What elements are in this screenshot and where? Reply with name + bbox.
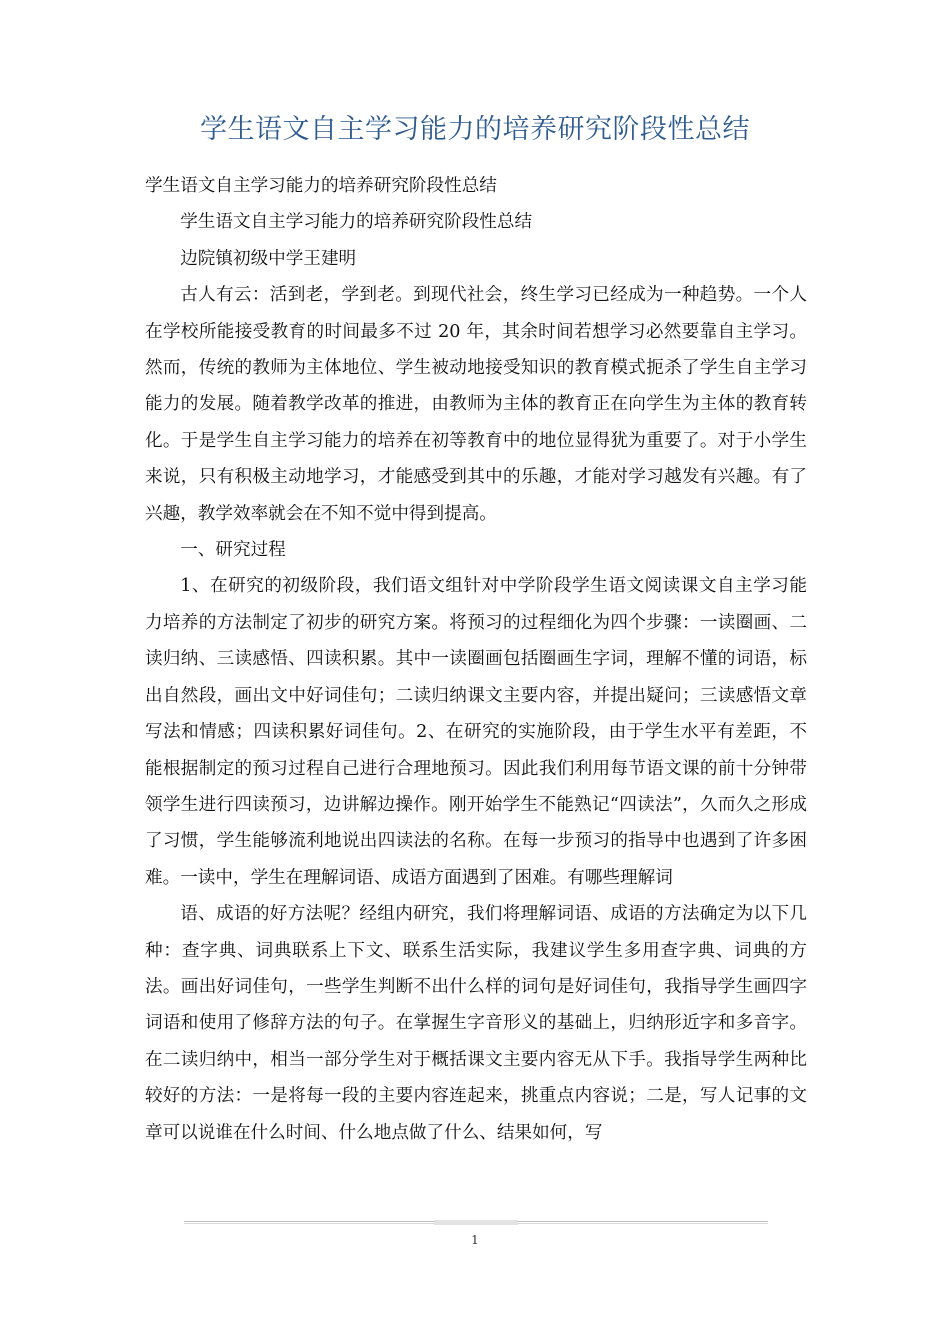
document-title: 学生语文自主学习能力的培养研究阶段性总结: [200, 114, 750, 145]
section-heading: 一、研究过程: [180, 540, 286, 561]
paragraph-subtitle: 学生语文自主学习能力的培养研究阶段性总结: [180, 212, 533, 233]
paragraph-author: 边院镇初级中学王建明: [180, 248, 357, 269]
document-body: [145, 168, 807, 1151]
footer-divider: [184, 1221, 768, 1224]
paragraph-methods: 语、成语的好方法呢？经组内研究，我们将理解词语、成语的方法确定为以下几种：查字典、词典联系上下文、联系生活实际，我建议学生多用查字典、词典的方法。画出好词佳句，一些学生判断不出什么样的词句是好词佳句，我指导学生画四字词语和使用了修辞方法的句子。在掌握生字音形义的基础上，归纳形近字和多音字。在二读归纳中，相当一部分学生对于概括课文主要内容无从下手。我指导学生两种比较好的方法：一是将每一段的主要内容连起来，挑重点内容说；二是，写人记事的文章可以说谁在什么时间、什么地点做了什么、结果如何，写: [145, 904, 807, 1143]
page-number: 1: [471, 1233, 479, 1247]
paragraph-research-process: 1、在研究的初级阶段，我们语文组针对中学阶段学生语文阅读课文自主学习能力培养的方法制定了初步的研究方案。将预习的过程细化为四个步骤：一读圈画、二读归纳、三读感悟、四读积累。其中一读圈画包括圈画生字词，理解不懂的词语，标出自然段，画出文中好词佳句；二读归纳课文主要内容，并提出疑问；三读感悟文章写法和情感；四读积累好词佳句。2、在研究的实施阶段，由于学生水平有差距，不能根据制定的预习过程自己进行合理地预习。因此我们利用每节语文课的前十分钟带领学生进行四读预习，边讲解边操作。刚开始学生不能熟记“四读法”，久而久之形成了习惯，学生能够流利地说出四读法的名称。在每一步预习的指导中也遇到了许多困难。一读中，学生在理解词语、成语方面遇到了困难。有哪些理解词: [145, 576, 807, 888]
paragraph-repeat-title: 学生语文自主学习能力的培养研究阶段性总结: [145, 176, 497, 196]
paragraph-intro: 古人有云：活到老，学到老。到现代社会，终生学习已经成为一种趋势。一个人在学校所能接受教育的时间最多不过 20 年，其余时间若想学习必然要靠自主学习。然而，传统的教师为主体地位、学生被动地接受知识的教育模式扼杀了学生自主学习能力的发展。随着教学改革的推进，由教师为主体的教育正在向学生为主体的教育转化。于是学生自主学习能力的培养在初等教育中的地位显得犹为重要了。对于小学生来说，只有积极主动地学习，才能感受到其中的乐趣，才能对学习越发有兴趣。有了兴趣，教学效率就会在不知不觉中得到提高。: [145, 285, 807, 524]
